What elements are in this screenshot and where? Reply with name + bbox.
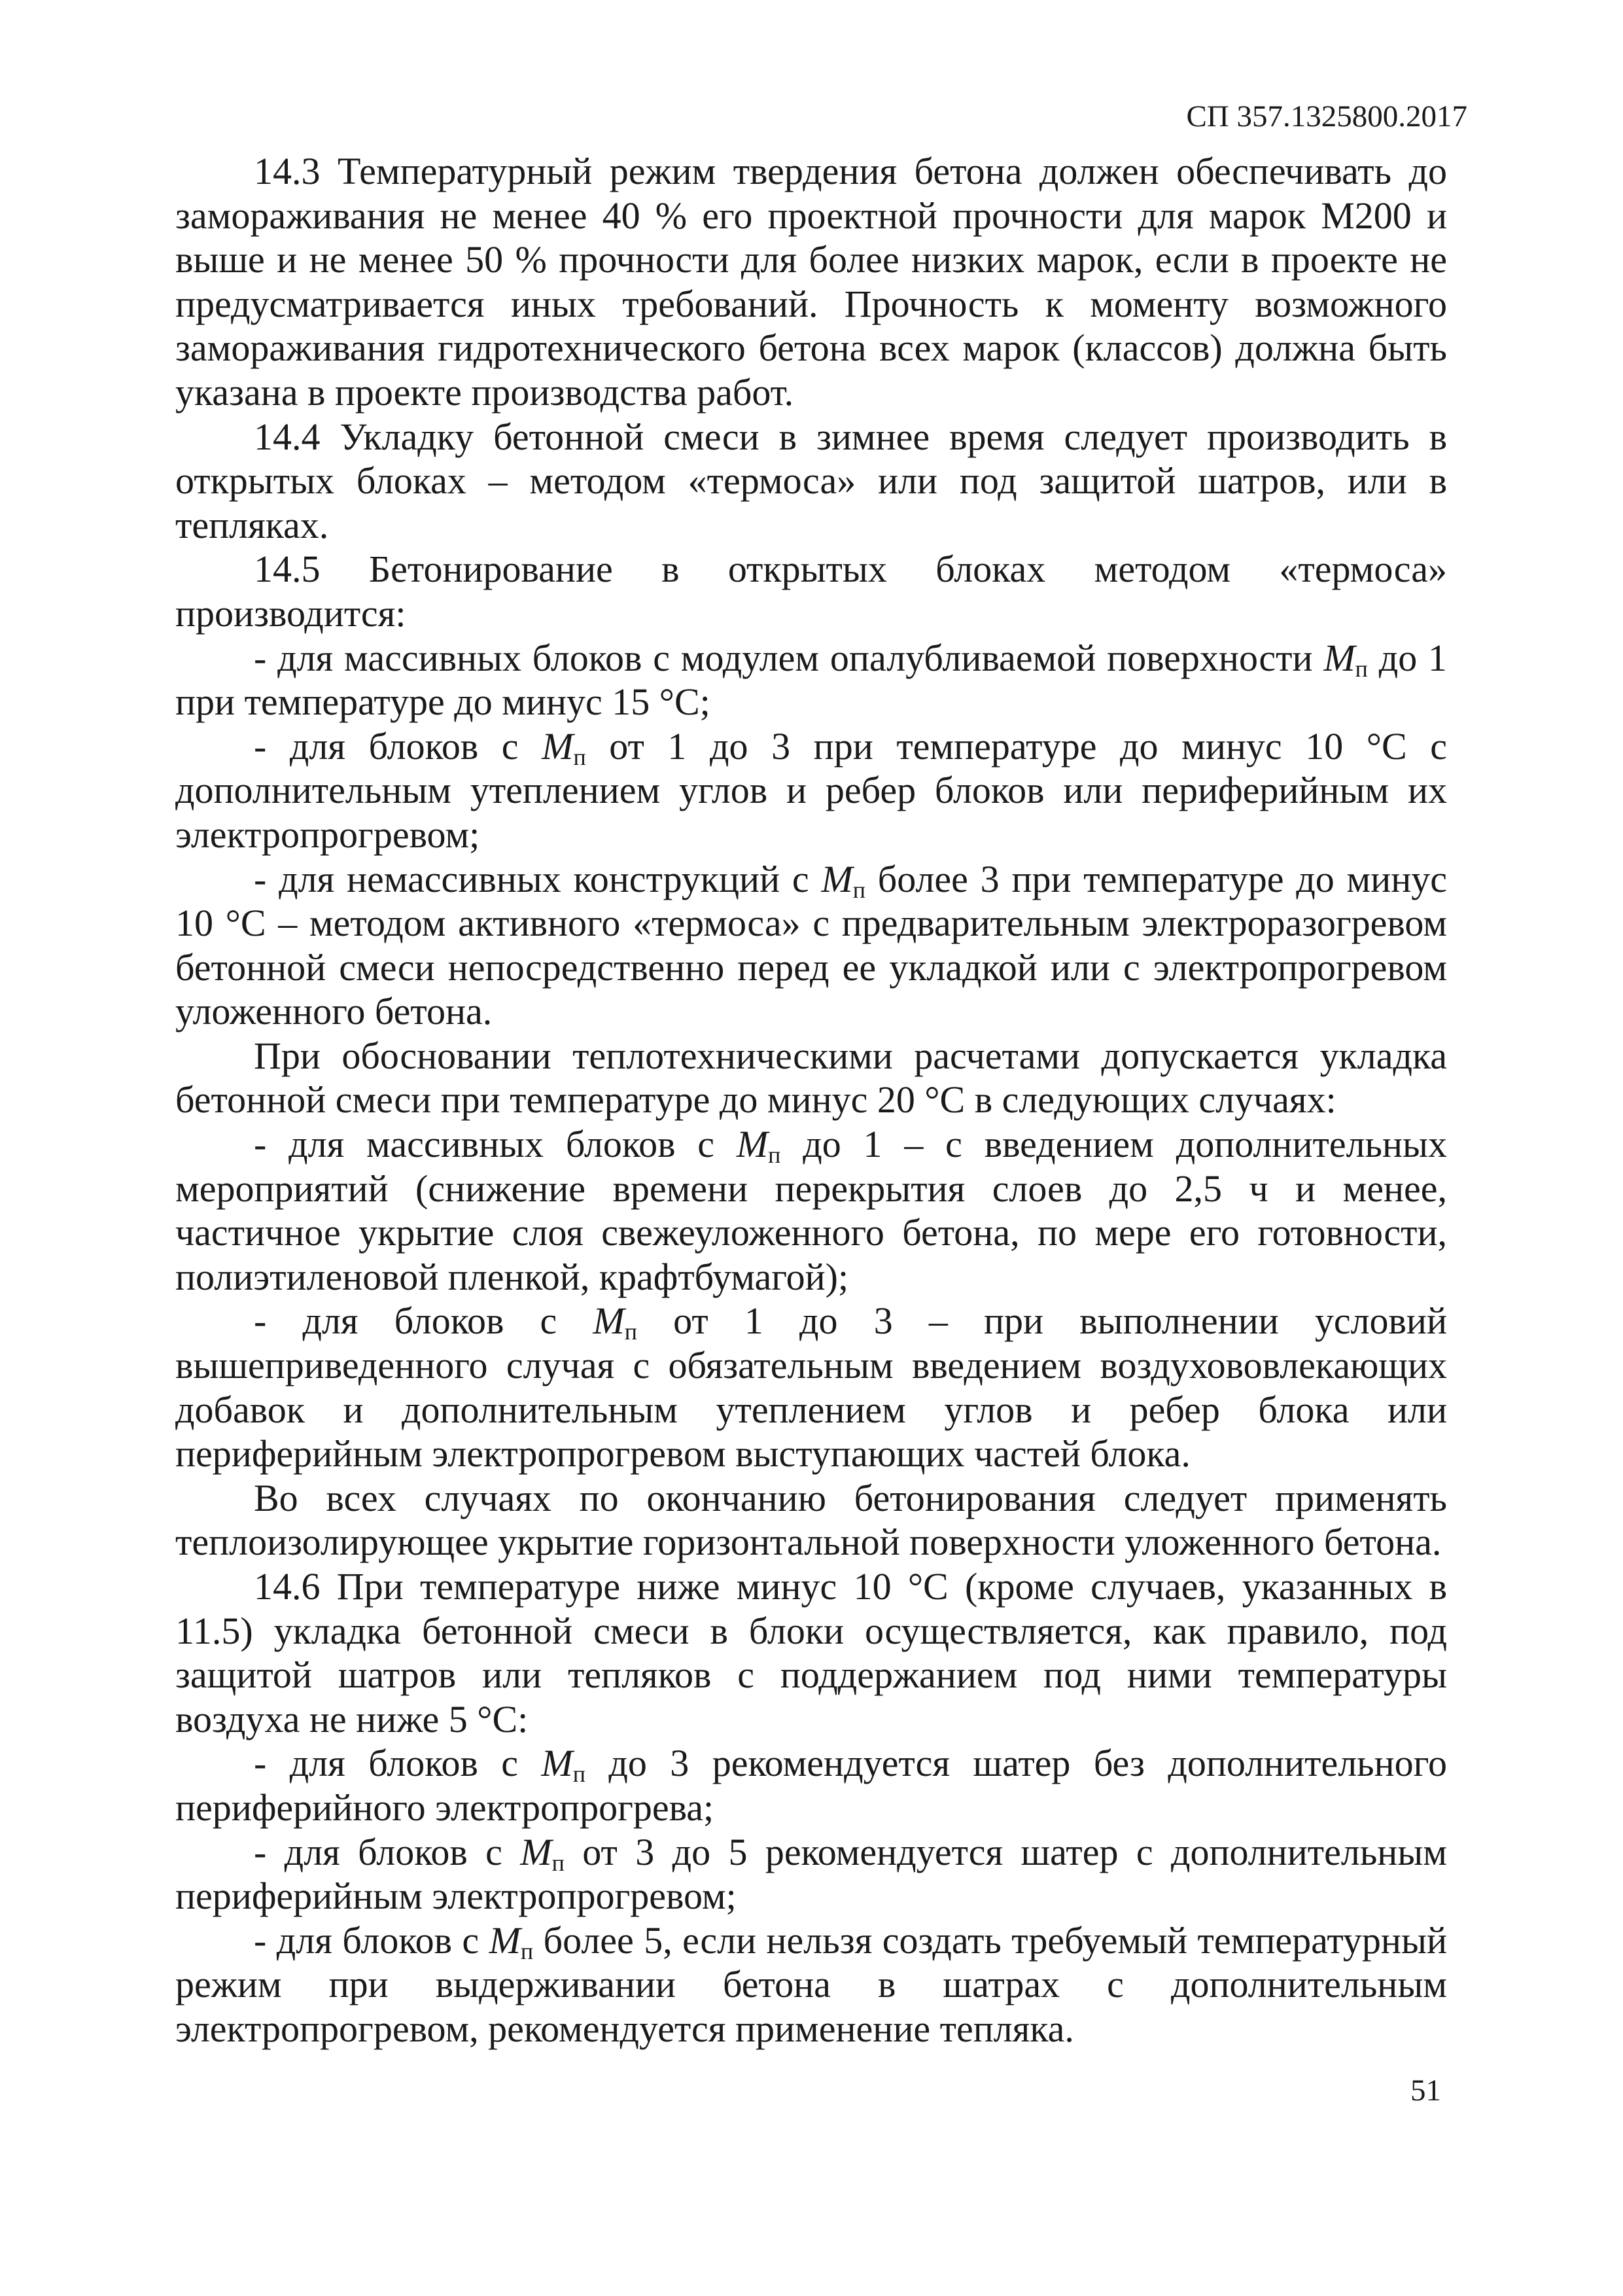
formula-subscript: п bbox=[520, 1937, 534, 1964]
list-item-blocks-1-to-3-minus-20 bbox=[175, 1299, 1447, 1475]
formula-letter: M bbox=[736, 1123, 769, 1166]
paragraph-14-3: 14.3 Температурный режим твердения бетона должен обеспечивать до замораживания не менее 40 % его проектной прочности для марок М200 и выше и не менее 50 % прочности для более низких марок, если в проекте не предусматривается иных требований. Прочность к моменту возможного замораживания гидротехнического бетона всех марок (классов) должна быть указана в проекте производства работ. bbox=[175, 150, 1447, 414]
paragraph-14-5: 14.5 Бетонирование в открытых блоках методом «термоса» производится: bbox=[175, 548, 1447, 635]
formwork-modulus-symbol bbox=[736, 1123, 781, 1169]
list-item-massive-blocks bbox=[175, 636, 1447, 724]
formwork-modulus-symbol bbox=[1323, 636, 1368, 682]
formula-subscript: п bbox=[624, 1318, 637, 1345]
list-item-text: - для массивных блоков с модулем опалубливаемой поверхности bbox=[254, 636, 1324, 679]
paragraph-14-4: 14.4 Укладку бетонной смеси в зимнее время следует производить в открытых блоках – методом «термоса» или под защитой шатров, или в тепляках. bbox=[175, 415, 1447, 546]
formula-subscript: п bbox=[551, 1849, 565, 1876]
formula-letter: M bbox=[593, 1299, 625, 1343]
paragraph-justification: При обосновании теплотехническими расчетами допускается укладка бетонной смеси при температуре до минус 20 °С в следующих случаях: bbox=[175, 1034, 1447, 1122]
formwork-modulus-symbol bbox=[541, 1742, 585, 1788]
formula-letter: M bbox=[541, 1742, 573, 1785]
formula-letter: M bbox=[489, 1918, 521, 1962]
list-item-text: до 3 рекомендуется шатер без дополнительного периферийного электропрогрева; bbox=[175, 1742, 1447, 1829]
formula-letter: M bbox=[821, 857, 853, 900]
paragraph-all-cases: Во всех случаях по окончанию бетонирования следует применять теплоизолирующее укрытие горизонтальной поверхности уложенного бетона. bbox=[175, 1476, 1447, 1564]
document-code-header: СП 357.1325800.2017 bbox=[1186, 99, 1467, 133]
list-item-non-massive bbox=[175, 857, 1447, 1034]
list-item-text: от 3 до 5 рекомендуется шатер с дополнительным периферийным электропрогревом; bbox=[175, 1830, 1447, 1918]
list-item-text: от 1 до 3 при температуре до минус 10 °С с дополнительным утеплением углов и ребер блоков или периферийным их электропрогревом; bbox=[175, 724, 1447, 856]
list-item-text: - для блоков с bbox=[254, 1299, 593, 1343]
list-item-text: - для блоков с bbox=[254, 724, 542, 768]
list-item-blocks-1-to-3 bbox=[175, 724, 1447, 857]
formwork-modulus-symbol bbox=[593, 1299, 637, 1345]
list-item-text: - для массивных блоков с bbox=[254, 1123, 737, 1166]
list-item-text: до 1 при температуре до минус 15 °С; bbox=[175, 636, 1448, 724]
list-item-text: до 1 – с введением дополнительных мероприятий (снижение времени перекрытия слоев до 2,5 ч и менее, частичное укрытие слоя свежеуложенного бетона, по мере его готовности, полиэтиленовой пленкой, крафтбумагой); bbox=[175, 1123, 1447, 1298]
list-item-text: - для блоков с bbox=[254, 1918, 489, 1962]
formwork-modulus-symbol bbox=[542, 725, 586, 768]
formwork-modulus-symbol bbox=[520, 1830, 565, 1876]
page-number: 51 bbox=[1410, 2074, 1441, 2108]
list-item-text: более 5, если нельзя создать требуемый температурный режим при выдерживании бетона в шатрах с дополнительным электропрогревом, рекомендуется применение тепляка. bbox=[175, 1918, 1447, 2050]
formula-letter: M bbox=[1323, 636, 1355, 679]
formwork-modulus-symbol bbox=[489, 1919, 534, 1962]
formwork-modulus-symbol bbox=[821, 857, 865, 903]
formula-subscript: п bbox=[852, 876, 865, 903]
list-item-text: - для немассивных конструкций с bbox=[254, 857, 822, 900]
list-item-text: - для блоков с bbox=[254, 1742, 542, 1785]
list-item-text: более 3 при температуре до минус 10 °С – методом активного «термоса» с предварительным электроразогревом бетонной смеси непосредственно перед ее укладкой или с электропрогревом уложенного бетона. bbox=[175, 857, 1448, 1033]
list-item-blocks-up-to-3 bbox=[175, 1741, 1447, 1829]
formula-subscript: п bbox=[768, 1142, 781, 1169]
formula-subscript: п bbox=[1355, 655, 1368, 682]
formula-letter: M bbox=[542, 724, 574, 768]
formula-subscript: п bbox=[573, 743, 586, 770]
list-item-massive-minus-20 bbox=[175, 1122, 1447, 1299]
formula-letter: M bbox=[520, 1830, 552, 1873]
list-item-blocks-3-to-5 bbox=[175, 1830, 1447, 1918]
formula-subscript: п bbox=[572, 1761, 585, 1788]
list-item-text: от 1 до 3 – при выполнении условий вышеприведенного случая с обязательным введением воздухововлекающих добавок и дополнительным утеплением углов и ребер блока или периферийным электропрогревом выступающих частей блока. bbox=[175, 1299, 1447, 1475]
paragraph-14-6: 14.6 При температуре ниже минус 10 °С (кроме случаев, указанных в 11.5) укладка бетонной смеси в блоки осуществляется, как правило, под защитой шатров или тепляков с поддержанием под ними температуры воздуха не ниже 5 °С: bbox=[175, 1565, 1447, 1740]
document-body bbox=[175, 149, 1447, 2051]
list-item-blocks-over-5 bbox=[175, 1918, 1447, 2051]
list-item-text: - для блоков с bbox=[254, 1830, 521, 1873]
